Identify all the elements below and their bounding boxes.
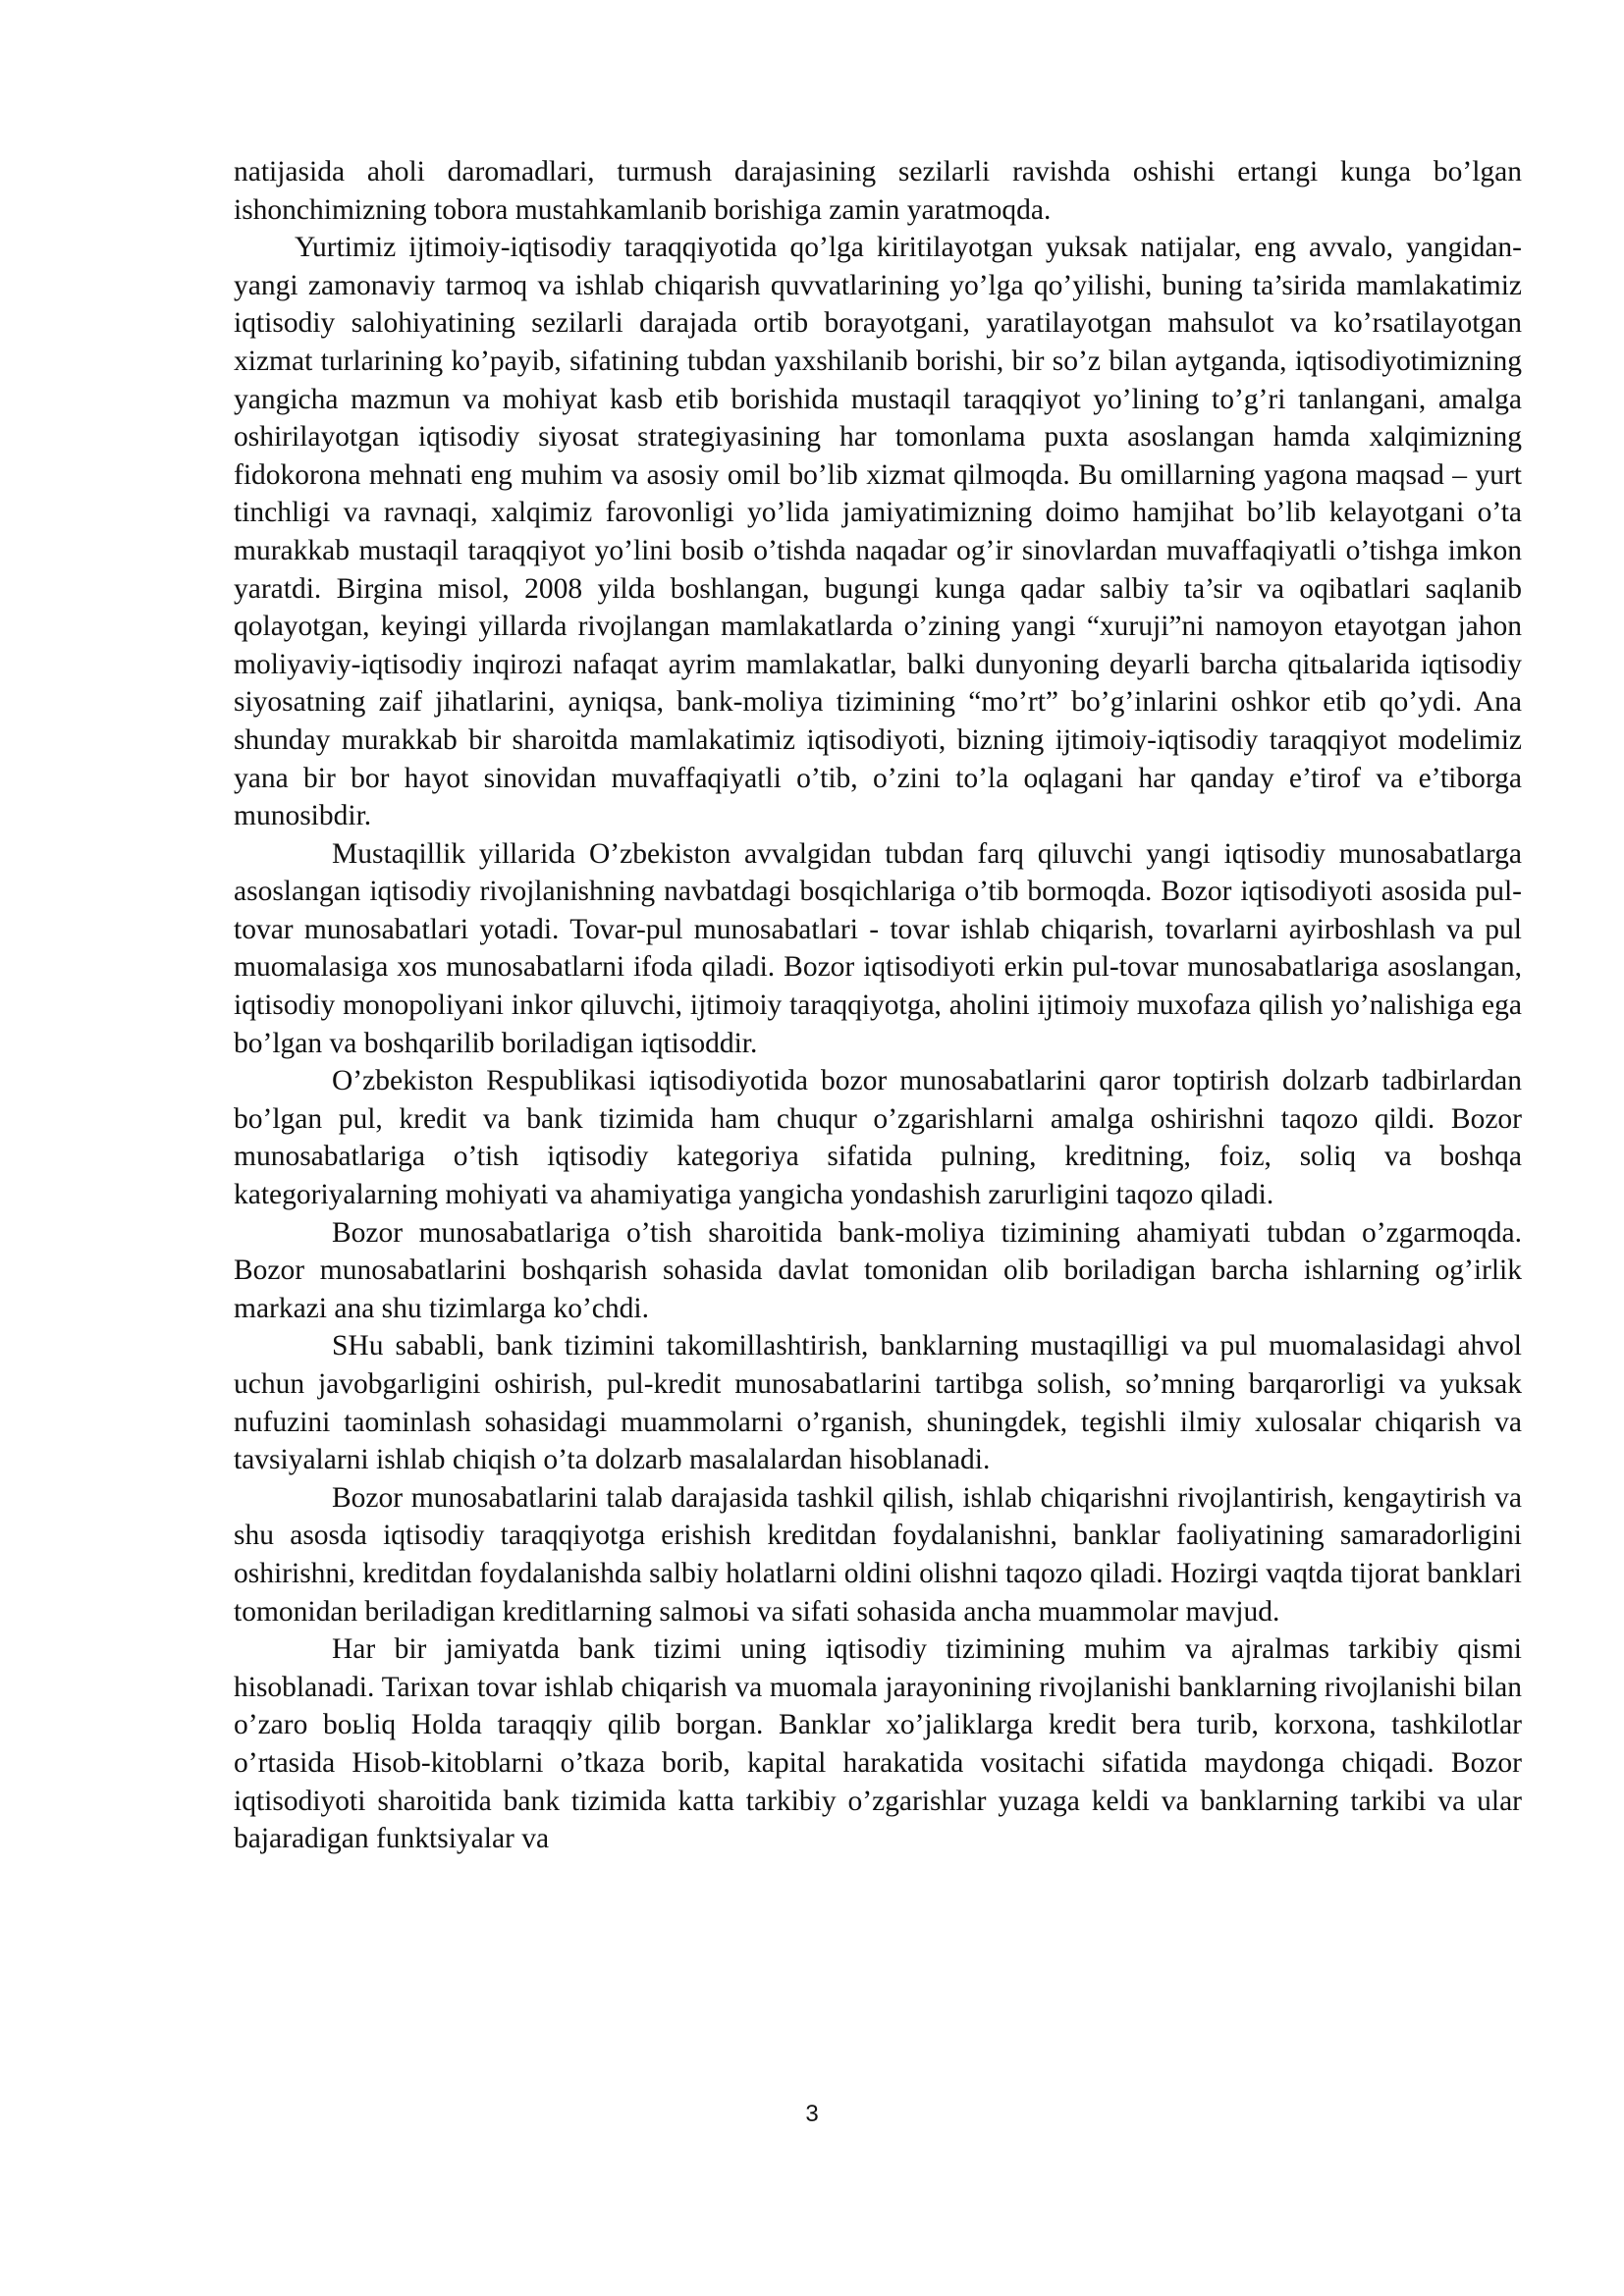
page-number: 3 — [805, 2101, 819, 2127]
paragraph-8: Har bir jamiyatda bank tizimi uning iqtisodiy tizimining muhim va ajralmas tarkibiy qismi hisoblanadi. Tarixan tovar ishlab chiqarish va muomala jarayonining rivojlanishi banklarning rivojlanishi bilan o’zaro boьliq Holda taraqqiy qilib borgan. Banklar xo’jaliklarga kredit bera turib, korxona, tashkilotlar o’rtasida Hisob-kitoblarni o’tkaza borib, kapital harakatida vositachi sifatida maydonga chiqadi. Bozor iqtisodiyoti sharoitida bank tizimida katta tarkibiy o’zgarishlar yuzaga keldi va banklarning tarkibi va ular bajaradigan funktsiyalar va — [234, 1633, 1522, 1855]
paragraph-5: Bozor munosabatlariga o’tish sharoitida bank-moliya tizimining ahamiyati tubdan o’zgarmoqda. Bozor munosabatlarini boshqarish sohasida davlat tomonidan olib boriladigan barcha ishlarning og’irlik markazi ana shu tizimlarga ko’chdi. — [234, 1216, 1522, 1324]
paragraph-2: Yurtimiz ijtimoiy-iqtisodiy taraqqiyotida qo’lga kiritilayotgan yuksak natijalar, eng avvalo, yangidan-yangi zamonaviy tarmoq va ishlab chiqarish quvvatlarining yo’lga qo’yilishi, buning ta’sirida mamlakatimiz iqtisodiy salohiyatining sezilarli darajada ortib borayotgani, yaratilayotgan mahsulot va ko’rsatilayotgan xizmat turlarining ko’payib, sifatining tubdan yaxshilanib borishi, bir so’z bilan aytganda, iqtisodiyotimizning yangicha mazmun va mohiyat kasb etib borishida mustaqil taraqqiyot yo’lining to’g’ri tanlangani, amalga oshirilayotgan iqtisodiy siyosat strategiyasining har tomonlama puxta asoslangan hamda xalqimizning fidokorona mehnati eng muhim va asosiy omil bo’lib xizmat qilmoqda. Bu omillarning yagona maqsad – yurt tinchligi va ravnaqi, xalqimiz farovonligi yo’lida jamiyatimizning doimo hamjihat bo’lib kelayotgani o’ta murakkab mustaqil taraqqiyot yo’lini bosib o’tishda naqadar og’ir sinovlardan muvaffaqiyatli o’tishga imkon yaratdi. Birgina misol, 2008 yilda boshlangan, bugungi kunga qadar salbiy ta’sir va oqibatlari saqlanib qolayotgan, keyingi yillarda rivojlangan mamlakatlarda o’zining yangi “xuruji”ni namoyon etayotgan jahon moliyaviy-iqtisodiy inqirozi nafaqat ayrim mamlakatlar, balki dunyoning deyarli barcha qitьalarida iqtisodiy siyosatning zaif jihatlarini, ayniqsa, bank-moliya tizimining “mo’rt” bo’g’inlarini oshkor etib qo’ydi. Ana shunday murakkab bir sharoitda mamlakatimiz iqtisodiyoti, bizning ijtimoiy-iqtisodiy taraqqiyot modelimiz yana bir bor hayot sinovidan muvaffaqiyatli o’tib, o’zini to’la oqlagani har qanday e’tirof va e’tiborga munosibdir. — [234, 232, 1522, 832]
paragraph-3: Mustaqillik yillarida O’zbekiston avvalgidan tubdan farq qiluvchi yangi iqtisodiy munosabatlarga asoslangan iqtisodiy rivojlanishning navbatdagi bosqichlariga o’tib bormoqda. Bozor iqtisodiyoti asosida pul-tovar munosabatlari yotadi. Tovar-pul munosabatlari - tovar ishlab chiqarish, tovarlarni ayirboshlash va pul muomalasiga xos munosabatlarni ifoda qiladi. Bozor iqtisodiyoti erkin pul-tovar munosabatlariga asoslangan, iqtisodiy monopoliyani inkor qiluvchi, ijtimoiy taraqqiyotga, aholini ijtimoiy muxofaza qilish yo’nalishiga ega bo’lgan va boshqarilib boriladigan iqtisoddir. — [234, 837, 1522, 1059]
paragraph-6: SHu sababli, bank tizimini takomillashtirish, banklarning mustaqilligi va pul muomalasidagi ahvol uchun javobgarligini oshirish, pul-kredit munosabatlarini tartibga solish, so’mning barqarorligi va yuksak nufuzini taominlash sohasidagi muammolarni o’rganish, shuningdek, tegishli ilmiy xulosalar chiqarish va tavsiyalarni ishlab chiqish o’ta dolzarb masalalardan hisoblanadi. — [234, 1330, 1522, 1476]
paragraph-1: natijasida aholi daromadlari, turmush darajasining sezilarli ravishda oshishi ertangi kunga bo’lgan ishonchimizning tobora mustahkamlanib borishiga zamin yaratmoqda. — [234, 156, 1522, 226]
paragraph-4: O’zbekiston Respublikasi iqtisodiyotida bozor munosabatlarini qaror toptirish dolzarb tadbirlardan bo’lgan pul, kredit va bank tizimida ham chuqur o’zgarishlarni amalga oshirishni taqozo qildi. Bozor munosabatlariga o’tish iqtisodiy kategoriya sifatida pulning, kreditning, foiz, soliq va boshqa kategoriyalarning mohiyati va ahamiyatiga yangicha yondashish zarurligini taqozo qiladi. — [234, 1065, 1522, 1211]
paragraph-7: Bozor munosabatlarini talab darajasida tashkil qilish, ishlab chiqarishni rivojlantirish, kengaytirish va shu asosda iqtisodiy taraqqiyotga erishish kreditdan foydalanishni, banklar faoliyatining samaradorligini oshirishni, kreditdan foydalanishda salbiy holatlarni oldini olishni taqozo qiladi. Hozirgi vaqtda tijorat banklari tomonidan beriladigan kreditlarning salmoьi va sifati sohasida ancha muammolar mavjud. — [234, 1481, 1522, 1628]
document-page — [234, 153, 1522, 1858]
